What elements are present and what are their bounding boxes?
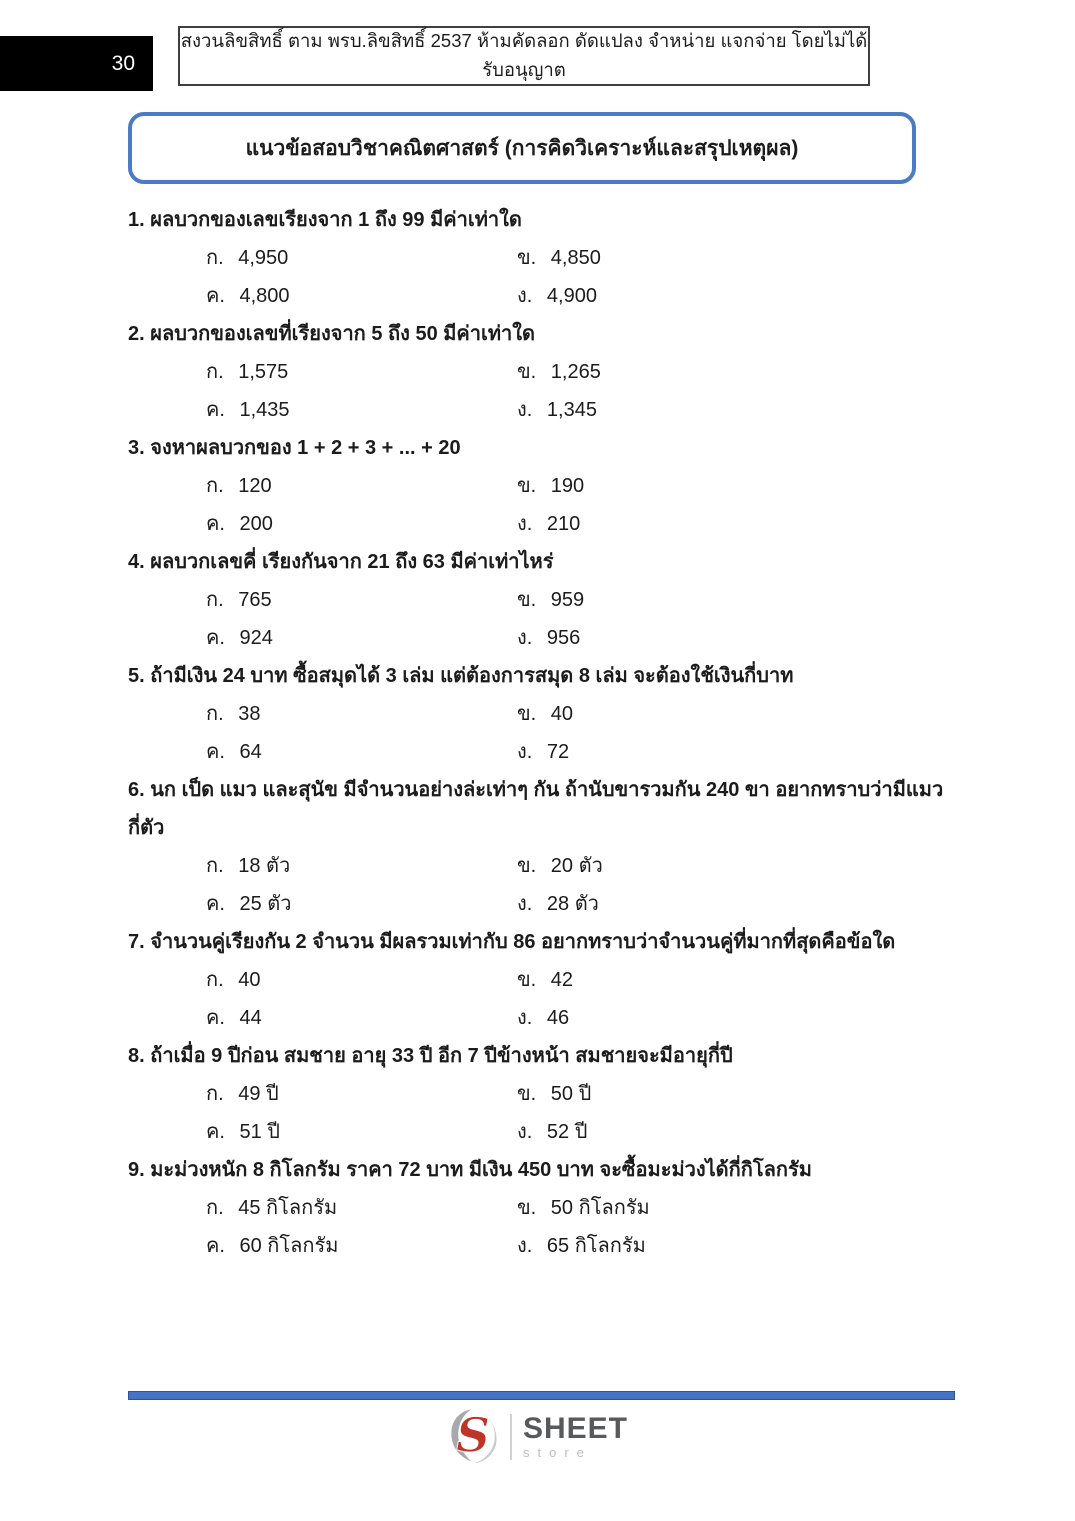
- choice-option: [128, 505, 517, 543]
- question-body: ถ้ามีเงิน 24 บาท ซื้อสมุดได้ 3 เล่ม แต่ต้องการสมุด 8 เล่ม จะต้องใช้เงินกี่บาท: [150, 665, 794, 687]
- choice-value: 956: [546, 627, 581, 649]
- choice-value: 190: [550, 475, 585, 497]
- choice-value: 49 ปี: [238, 1083, 279, 1105]
- question-text: [128, 771, 950, 847]
- question-number: 7.: [128, 931, 145, 953]
- choice-row: [128, 1075, 950, 1113]
- exam-title-box: [128, 112, 916, 184]
- choice-option: [128, 1189, 517, 1227]
- question-block: [128, 543, 950, 657]
- choice-label: ก.: [206, 855, 224, 877]
- choice-option: [128, 1227, 517, 1265]
- choice-value: 72: [546, 741, 570, 763]
- question-text: [128, 923, 950, 961]
- choice-row: [128, 961, 950, 999]
- question-text: [128, 315, 950, 353]
- choice-label: ค.: [206, 285, 225, 307]
- choice-row: [128, 505, 950, 543]
- choice-value: 51 ปี: [239, 1121, 280, 1143]
- choice-value: 52 ปี: [546, 1121, 588, 1143]
- choice-option: [517, 999, 950, 1037]
- choice-label: ค.: [206, 399, 225, 421]
- question-body: ถ้าเมื่อ 9 ปีก่อน สมชาย อายุ 33 ปี อีก 7 ปีข้างหน้า สมชายจะมีอายุกี่ปี: [150, 1045, 733, 1067]
- choice-label: ก.: [206, 361, 224, 383]
- question-body: จำนวนคู่เรียงกัน 2 จำนวน มีผลรวมเท่ากับ 86 อยากทราบว่าจำนวนคู่ที่มากที่สุดคือข้อใด: [150, 931, 896, 953]
- choice-value: 40: [238, 969, 261, 991]
- choice-option: [517, 505, 950, 543]
- choice-option: [517, 847, 950, 885]
- choice-row: [128, 885, 950, 923]
- choice-value: 4,800: [239, 285, 290, 307]
- question-text: [128, 543, 950, 581]
- choice-value: 25 ตัว: [239, 893, 292, 915]
- choice-row: [128, 695, 950, 733]
- choice-label: ง.: [517, 513, 533, 535]
- choice-option: [517, 961, 950, 999]
- choice-option: [128, 1075, 517, 1113]
- choice-option: [517, 885, 950, 923]
- question-text: [128, 657, 950, 695]
- question-text: [128, 429, 950, 467]
- choice-value: 210: [546, 513, 581, 535]
- question-number: 2.: [128, 323, 145, 345]
- choice-row: [128, 733, 950, 771]
- choice-label: ข.: [517, 475, 537, 497]
- question-block: [128, 771, 950, 923]
- choice-value: 4,850: [550, 247, 601, 269]
- footer-divider: [128, 1391, 955, 1400]
- question-number: 8.: [128, 1045, 145, 1067]
- question-body: จงหาผลบวกของ 1 + 2 + 3 + ... + 20: [150, 437, 461, 459]
- choice-label: ง.: [517, 1121, 533, 1143]
- choice-row: [128, 999, 950, 1037]
- question-number: 3.: [128, 437, 145, 459]
- choice-label: ค.: [206, 1121, 225, 1143]
- choice-option: [128, 1113, 517, 1151]
- choice-option: [517, 733, 950, 771]
- question-block: [128, 201, 950, 315]
- choice-label: ก.: [206, 475, 224, 497]
- question-number: 6.: [128, 779, 145, 801]
- page-number-box: [0, 36, 153, 91]
- question-block: [128, 429, 950, 543]
- choice-value: 200: [239, 513, 273, 535]
- choice-label: ง.: [517, 1007, 533, 1029]
- choice-value: 20 ตัว: [550, 855, 603, 877]
- choice-option: [517, 1227, 950, 1265]
- choice-row: [128, 391, 950, 429]
- choice-row: [128, 619, 950, 657]
- question-number: 1.: [128, 209, 145, 231]
- question-body: ผลบวกของเลขที่เรียงจาก 5 ถึง 50 มีค่าเท่าใด: [150, 323, 536, 345]
- logo-text-store: store: [522, 1445, 592, 1460]
- choice-label: ง.: [517, 893, 533, 915]
- choice-value: 42: [550, 969, 574, 991]
- choice-label: ก.: [206, 1083, 224, 1105]
- question-number: 5.: [128, 665, 145, 687]
- choice-value: 60 กิโลกรัม: [239, 1235, 339, 1257]
- choice-value: 65 กิโลกรัม: [546, 1235, 646, 1257]
- choice-option: [128, 847, 517, 885]
- question-block: [128, 1151, 950, 1265]
- choice-value: 18 ตัว: [238, 855, 291, 877]
- choice-option: [128, 391, 517, 429]
- choice-label: ข.: [517, 969, 537, 991]
- logo-text-sheet: SHEET: [522, 1412, 629, 1445]
- choice-value: 1,575: [238, 361, 289, 383]
- sheet-store-logo-icon: [447, 1406, 499, 1468]
- copyright-text: สงวนลิขสิทธิ์ ตาม พรบ.ลิขสิทธิ์ 2537 ห้ามคัดลอก ดัดแปลง จำหน่าย แจกจ่าย โดยไม่ได้รับอนุญาต: [180, 30, 868, 80]
- choice-option: [517, 1075, 950, 1113]
- svg-text:S: S: [456, 1408, 490, 1464]
- choice-option: [128, 239, 517, 277]
- question-text: [128, 1037, 950, 1075]
- exam-title: แนวข้อสอบวิชาคณิตศาสตร์ (การคิดวิเคราะห์และสรุปเหตุผล): [245, 136, 799, 160]
- choice-option: [128, 961, 517, 999]
- choice-row: [128, 581, 950, 619]
- choice-label: ค.: [206, 1007, 225, 1029]
- choice-option: [517, 353, 950, 391]
- choice-option: [128, 885, 517, 923]
- question-number: 9.: [128, 1159, 145, 1181]
- choice-value: 40: [550, 703, 574, 725]
- choice-option: [128, 619, 517, 657]
- question-body: ผลบวกเลขคี่ เรียงกันจาก 21 ถึง 63 มีค่าเท่าไหร่: [150, 551, 554, 573]
- choice-option: [128, 695, 517, 733]
- question-text: [128, 1151, 950, 1189]
- choice-row: [128, 353, 950, 391]
- footer-logo: [0, 1406, 1075, 1468]
- choice-label: ง.: [517, 627, 533, 649]
- choice-label: ก.: [206, 589, 224, 611]
- choice-value: 1,345: [546, 399, 597, 421]
- choice-label: ง.: [517, 285, 533, 307]
- question-body: นก เป็ด แมว และสุนัข มีจำนวนอย่างล่ะเท่าๆ กัน ถ้านับขารวมกัน 240 ขา อยากทราบว่ามีแมวกี่ตัว: [128, 779, 944, 839]
- choice-row: [128, 239, 950, 277]
- choice-value: 1,265: [550, 361, 601, 383]
- choice-label: ข.: [517, 589, 537, 611]
- page-number: 30: [111, 51, 135, 75]
- question-number: 4.: [128, 551, 145, 573]
- choice-row: [128, 277, 950, 315]
- choice-option: [128, 353, 517, 391]
- choice-row: [128, 1227, 950, 1265]
- choice-label: ง.: [517, 1235, 533, 1257]
- choice-option: [517, 1113, 950, 1151]
- choice-label: ง.: [517, 741, 533, 763]
- choice-option: [128, 999, 517, 1037]
- choice-value: 50 ปี: [550, 1083, 592, 1105]
- choice-value: 64: [239, 741, 262, 763]
- choice-label: ข.: [517, 855, 537, 877]
- choice-row: [128, 847, 950, 885]
- choice-value: 50 กิโลกรัม: [550, 1197, 650, 1219]
- choice-value: 28 ตัว: [546, 893, 599, 915]
- choice-value: 120: [238, 475, 272, 497]
- choice-option: [517, 239, 950, 277]
- choice-option: [128, 733, 517, 771]
- choice-value: 765: [238, 589, 272, 611]
- choice-value: 1,435: [239, 399, 290, 421]
- copyright-box: [178, 26, 870, 86]
- choice-label: ก.: [206, 247, 224, 269]
- question-text: [128, 201, 950, 239]
- choice-label: ข.: [517, 1083, 537, 1105]
- question-block: [128, 923, 950, 1037]
- choice-row: [128, 467, 950, 505]
- choice-value: 45 กิโลกรัม: [238, 1197, 338, 1219]
- choice-label: ง.: [517, 399, 533, 421]
- choice-option: [517, 1189, 950, 1227]
- choice-option: [128, 581, 517, 619]
- choice-label: ค.: [206, 741, 225, 763]
- choice-label: ข.: [517, 1197, 537, 1219]
- question-block: [128, 1037, 950, 1151]
- questions-list: [128, 201, 950, 1265]
- choice-option: [517, 581, 950, 619]
- choice-option: [517, 391, 950, 429]
- choice-option: [517, 619, 950, 657]
- choice-row: [128, 1113, 950, 1151]
- choice-label: ก.: [206, 1197, 224, 1219]
- choice-value: 924: [239, 627, 273, 649]
- choice-value: 4,950: [238, 247, 289, 269]
- logo-divider: [510, 1414, 512, 1460]
- logo-text-block: [523, 1414, 628, 1460]
- choice-label: ค.: [206, 627, 225, 649]
- choice-value: 46: [546, 1007, 570, 1029]
- choice-label: ก.: [206, 969, 224, 991]
- choice-label: ข.: [517, 703, 537, 725]
- question-block: [128, 657, 950, 771]
- choice-option: [128, 467, 517, 505]
- choice-label: ค.: [206, 1235, 225, 1257]
- choice-label: ค.: [206, 513, 225, 535]
- choice-option: [517, 277, 950, 315]
- choice-label: ค.: [206, 893, 225, 915]
- choice-value: 959: [550, 589, 585, 611]
- question-body: มะม่วงหนัก 8 กิโลกรัม ราคา 72 บาท มีเงิน 450 บาท จะซื้อมะม่วงได้กี่กิโลกรัม: [150, 1159, 812, 1181]
- choice-label: ก.: [206, 703, 224, 725]
- choice-row: [128, 1189, 950, 1227]
- question-body: ผลบวกของเลขเรียงจาก 1 ถึง 99 มีค่าเท่าใด: [150, 209, 522, 231]
- choice-option: [128, 277, 517, 315]
- choice-value: 44: [239, 1007, 262, 1029]
- choice-value: 38: [238, 703, 261, 725]
- choice-value: 4,900: [546, 285, 597, 307]
- question-block: [128, 315, 950, 429]
- choice-option: [517, 467, 950, 505]
- choice-option: [517, 695, 950, 733]
- choice-label: ข.: [517, 361, 537, 383]
- choice-label: ข.: [517, 247, 537, 269]
